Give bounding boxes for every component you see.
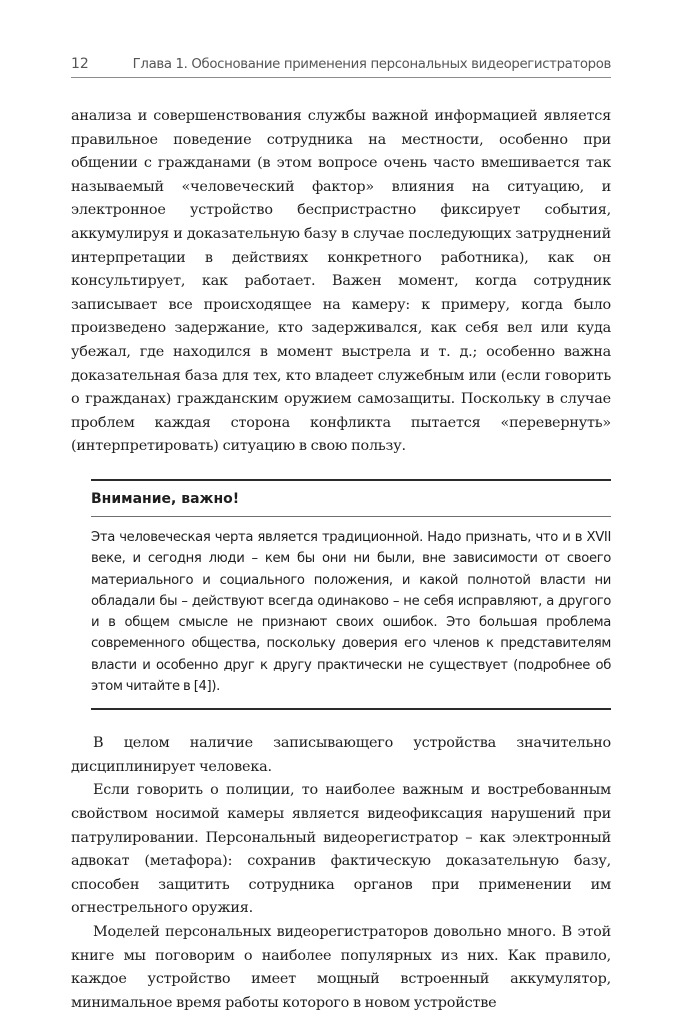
notice-title: Внимание, важно! [91,491,611,517]
book-page [71,56,611,1015]
paragraph-models: Моделей персональных видеорегистраторов довольно много. В этой книге мы поговорим о наиболее популярных из них. Как правило, каждое устройство имеет мощный встроенный аккумулятор, минимальное время работы которого в новом устройстве [71,924,611,1011]
paragraph-police: Если говорить о полиции, то наиболее важным и востребованным свойством носимой камеры является видеофиксация нарушений при патрулировании. Персональный видеорегистратор – как электронный адвокат (метафора): сохранив фактическую доказательную базу, способен защитить сотрудника органов при применении им огнестрельного оружия. [71,782,611,917]
notice-text: Эта человеческая черта является традиционной. Надо признать, что и в XVII веке, и сегодня люди – кем бы они ни были, вне зависимости от своего материального и социального положения, и какой полнотой власти ни обладали бы – действуют всегда одинаково – не себя исправляют, а другого и в общем смысле не признают своих ошибок. Это большая проблема современного общества, поскольку доверия его членов к представителям власти и особенно друг к другу практически не существует (подробнее об этом читайте в [4]). [91,529,611,694]
page-number: 12 [71,56,89,72]
paragraph-discipline: В целом наличие записывающего устройства значительно дисциплинирует человека. [71,735,611,775]
paragraph-continued: анализа и совершенствования службы важной информацией является правильное поведение сотрудника на местности, особенно при общении с гражданами (в этом вопросе очень часто вмешивается так называемый «человеческий фактор» влияния на ситуацию, и электронное устройство беспристрастно фиксирует события, аккумулируя и доказательную базу в случае последующих затруднений интерпретации в действиях конкретного работника), как он консультирует, как работает. Важен момент, когда сотрудник записывает все происходящее на камеру: к примеру, когда было произведено задержание, кто задерживался, как себя вел или куда убежал, где находился в момент выстрела и т. д.; особенно важна доказательная база для тех, кто владеет служебным или (если говорить о гражданах) гражданским оружием самозащиты. Поскольку в случае проблем каждая сторона конфликта пытается «перевернуть» (интерпретировать) ситуацию в свою пользу. [71,108,611,455]
running-header [71,56,611,78]
chapter-title: Глава 1. Обоснование применения персональных видеорегистраторов [132,57,611,72]
notice-box [91,479,611,710]
